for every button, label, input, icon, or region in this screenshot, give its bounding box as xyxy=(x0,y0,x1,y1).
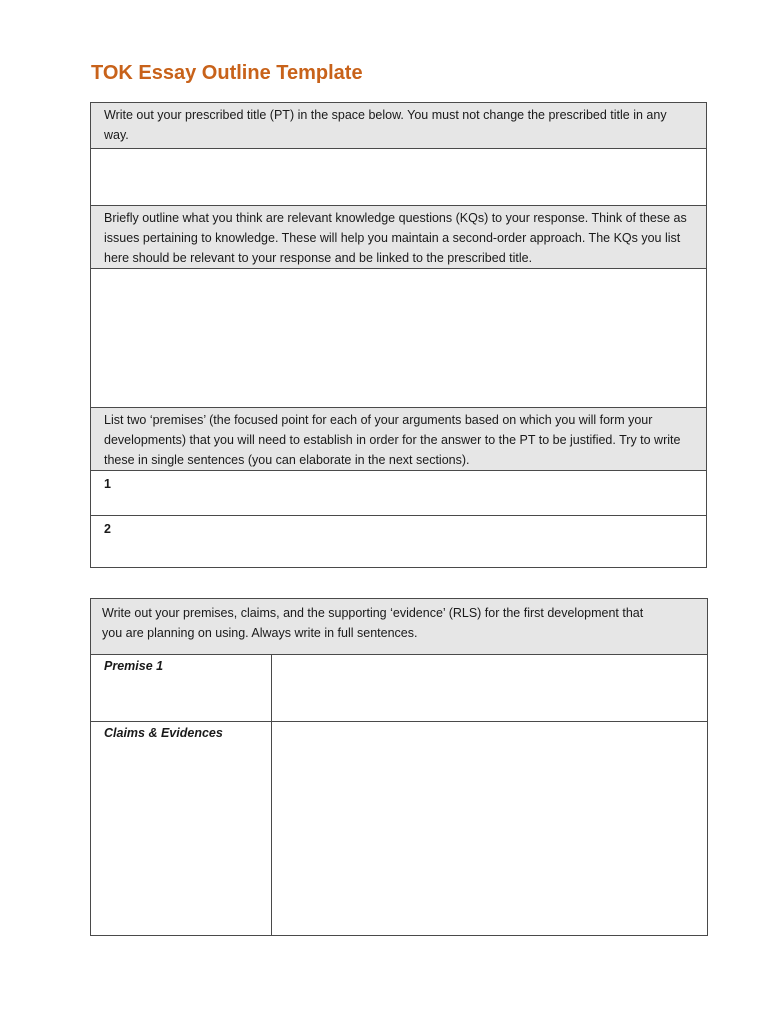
prescribed-title-input-area[interactable] xyxy=(91,149,707,206)
premise-number-2: 2 xyxy=(104,522,111,536)
prescribed-title-instruction-cell xyxy=(91,103,707,149)
kq-instruction: Briefly outline what you think are relevant knowledge questions (KQs) to your response. Think of these as issues pertaining to knowledge. These will help you maintain a second-order approach. The KQs you list here should be relevant to your response and be linked to the prescribed title. xyxy=(104,211,687,265)
prescribed-title-instruction: Write out your prescribed title (PT) in the space below. You must not change the prescribed title in any way. xyxy=(104,108,667,142)
development-instruction: Write out your premises, claims, and the supporting ‘evidence’ (RLS) for the first development that you are planning on using. Always write in full sentences. xyxy=(102,606,644,640)
claims-label-cell xyxy=(91,722,272,936)
development-instruction-cell xyxy=(91,599,708,655)
premise-1-input-area[interactable] xyxy=(272,655,708,722)
premise-row-1[interactable] xyxy=(91,471,707,516)
premise-1-label-cell xyxy=(91,655,272,722)
document-title: TOK Essay Outline Template xyxy=(91,62,363,84)
claims-evidences-label: Claims & Evidences xyxy=(104,726,223,740)
premise-1-label: Premise 1 xyxy=(104,659,164,673)
outline-table-1 xyxy=(90,102,707,568)
outline-table-2 xyxy=(90,598,708,936)
premise-row-2[interactable] xyxy=(91,516,707,568)
premises-instruction-cell xyxy=(91,408,707,471)
kq-input-area[interactable] xyxy=(91,269,707,408)
premises-instruction: List two ‘premises’ (the focused point for each of your arguments based on which you will form your developments) that you will need to establish in order for the answer to the PT to be justified. Try to write these in single sentences (you can elaborate in the next sections). xyxy=(104,413,681,467)
kq-instruction-cell xyxy=(91,206,707,269)
premise-number-1: 1 xyxy=(104,477,111,491)
claims-input-area[interactable] xyxy=(272,722,708,936)
